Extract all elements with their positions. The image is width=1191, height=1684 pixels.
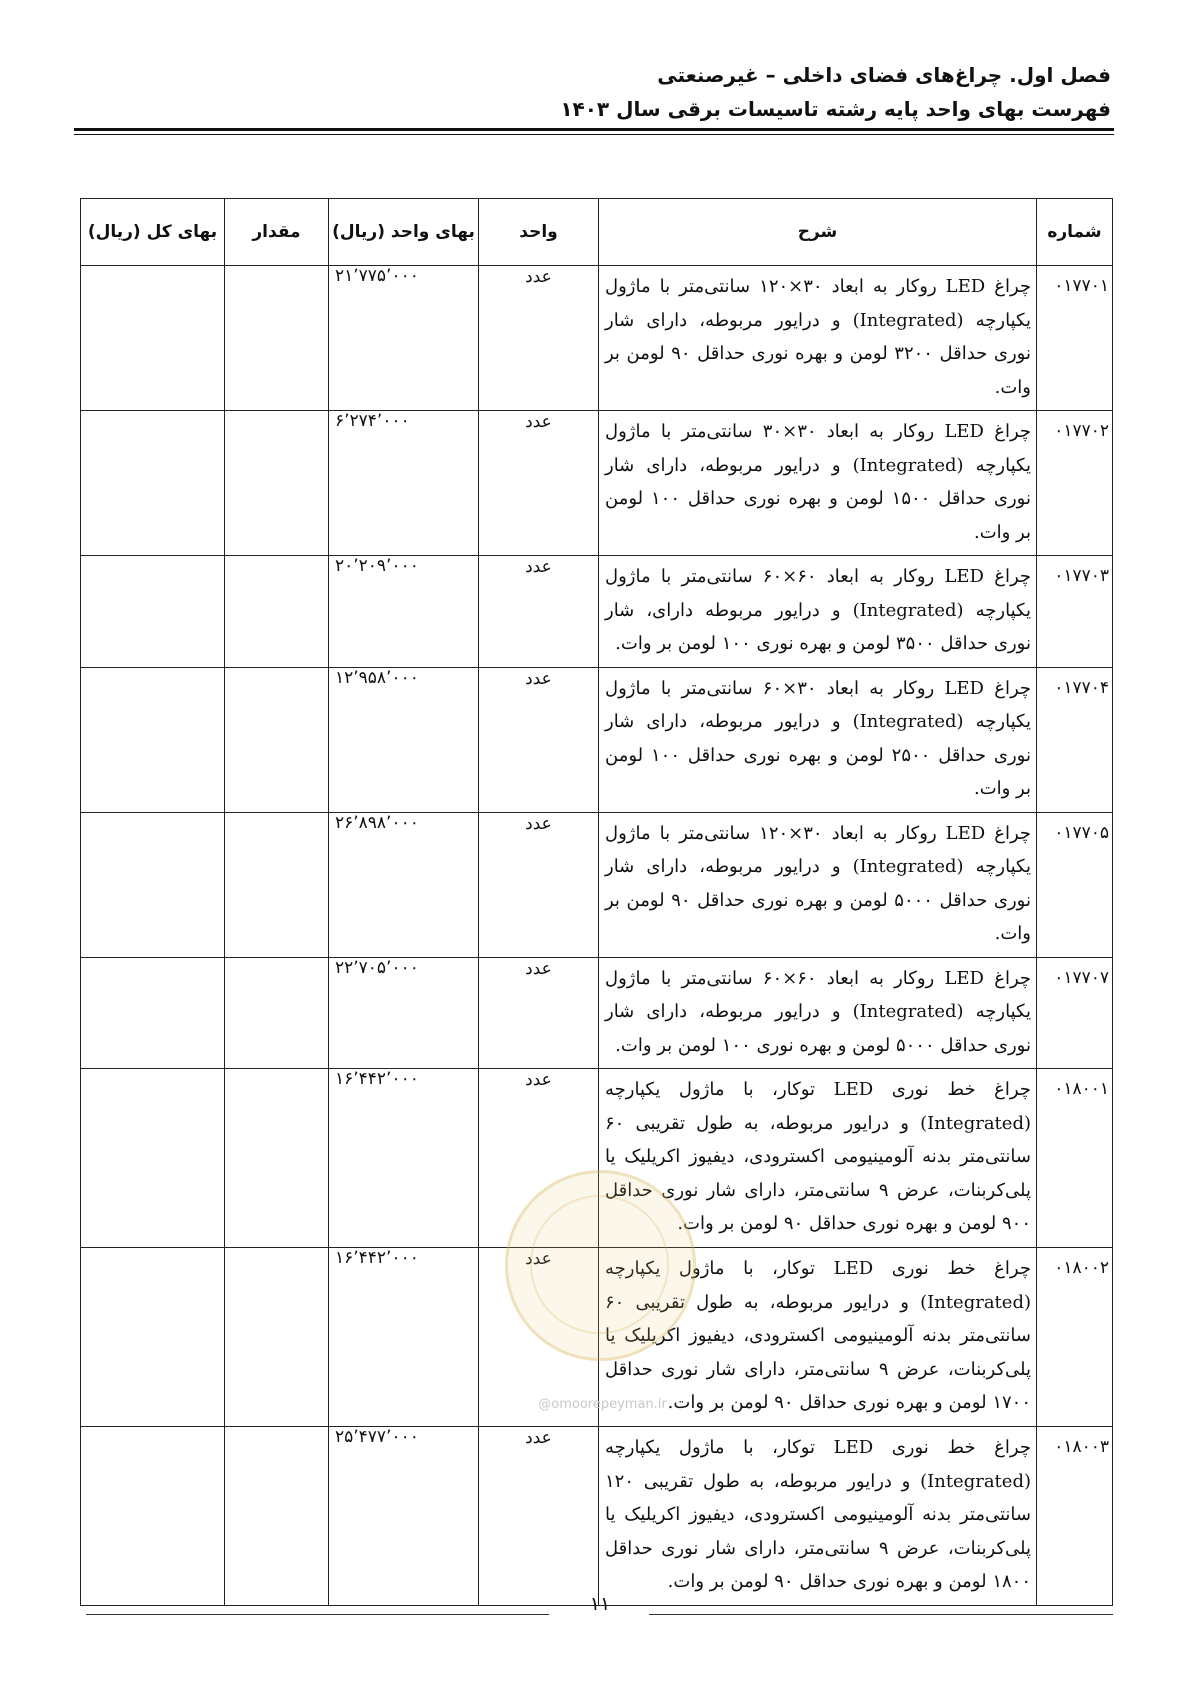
item-total-price: [81, 812, 225, 957]
seal-logo-icon: [505, 1170, 696, 1361]
item-unit: عدد: [479, 957, 599, 1069]
item-unit: عدد: [479, 1427, 599, 1606]
table-header-row: [81, 199, 1113, 266]
item-unit-price: ۲۵٬۴۷۷٬۰۰۰: [329, 1427, 479, 1606]
item-description: چراغ LED روکار به ابعاد ۳۰×۶۰ سانتی‌متر با ماژول یکپارچه (Integrated) و درایور مربوطه، دارای شار نوری حداقل ۲۵۰۰ لومن و بهره نوری حداقل ۱۰۰ لومن بر وات.: [599, 667, 1037, 812]
footer-rule-left: [86, 1614, 549, 1615]
item-unit: عدد: [479, 1248, 599, 1427]
item-number: ۰۱۷۷۰۵: [1037, 812, 1113, 957]
item-unit: عدد: [479, 556, 599, 668]
item-unit: عدد: [479, 1069, 599, 1248]
item-quantity: [225, 266, 329, 411]
item-description: چراغ خط نوری LED توکار، با ماژول یکپارچه (Integrated) و درایور مربوطه، به طول تقریبی ۶۰ سانتی‌متر بدنه آلومینیومی اکسترودی، دیفیوز اکریلیک یا پلی‌کربنات، عرض ۹ سانتی‌متر، دارای شار نوری حداقل ۹۰۰ لومن و بهره نوری حداقل ۹۰ لومن بر وات.: [599, 1069, 1037, 1248]
item-quantity: [225, 1069, 329, 1248]
item-description: چراغ LED روکار به ابعاد ۳۰×۱۲۰ سانتی‌متر با ماژول یکپارچه (Integrated) و درایور مربوطه، دارای شار نوری حداقل ۳۲۰۰ لومن و بهره نوری حداقل ۹۰ لومن بر وات.: [599, 266, 1037, 411]
table-row: [81, 556, 1113, 668]
document-title: فهرست بهای واحد پایه رشته تاسیسات برقی سال ۱۴۰۳: [560, 97, 1111, 121]
item-description: چراغ LED روکار به ابعاد ۳۰×۳۰ سانتی‌متر با ماژول یکپارچه (Integrated) و درایور مربوطه، دارای شار نوری حداقل ۱۵۰۰ لومن و بهره نوری حداقل ۱۰۰ لومن بر وات.: [599, 411, 1037, 556]
item-description: چراغ LED روکار به ابعاد ۳۰×۱۲۰ سانتی‌متر با ماژول یکپارچه (Integrated) و درایور مربوطه، دارای شار نوری حداقل ۵۰۰۰ لومن و بهره نوری حداقل ۹۰ لومن بر وات.: [599, 812, 1037, 957]
price-list-table: [80, 198, 1113, 1606]
item-description: چراغ LED روکار به ابعاد ۶۰×۶۰ سانتی‌متر با ماژول یکپارچه (Integrated) و درایور مربوطه، دارای شار نوری حداقل ۵۰۰۰ لومن و بهره نوری ۱۰۰ لومن بر وات.: [599, 957, 1037, 1069]
column-header-quantity: مقدار: [225, 199, 329, 266]
item-quantity: [225, 957, 329, 1069]
footer-rule-right: [649, 1614, 1113, 1615]
item-number: ۰۱۸۰۰۲: [1037, 1248, 1113, 1427]
item-unit-price: ۶٬۲۷۴٬۰۰۰: [329, 411, 479, 556]
item-total-price: [81, 1427, 225, 1606]
item-unit-price: ۲۰٬۲۰۹٬۰۰۰: [329, 556, 479, 668]
table-row: [81, 957, 1113, 1069]
item-unit-price: ۱۶٬۴۴۲٬۰۰۰: [329, 1069, 479, 1248]
item-description: چراغ خط نوری LED توکار، با ماژول یکپارچه (Integrated) و درایور مربوطه، به طول تقریبی ۶۰ سانتی‌متر بدنه آلومینیومی اکسترودی، دیفیوز اکریلیک یا پلی‌کربنات، عرض ۹ سانتی‌متر، دارای شار نوری حداقل ۱۷۰۰ لومن و بهره نوری حداقل ۹۰ لومن بر وات.: [599, 1248, 1037, 1427]
item-total-price: [81, 266, 225, 411]
item-total-price: [81, 667, 225, 812]
item-unit: عدد: [479, 411, 599, 556]
item-total-price: [81, 411, 225, 556]
item-number: ۰۱۷۷۰۷: [1037, 957, 1113, 1069]
item-total-price: [81, 556, 225, 668]
table-row: [81, 667, 1113, 812]
item-total-price: [81, 1248, 225, 1427]
header-divider-thick: [74, 128, 1114, 131]
column-header-unit-price: بهای واحد (ریال): [329, 199, 479, 266]
table-row: [81, 812, 1113, 957]
header-divider-thin: [74, 134, 1114, 135]
item-quantity: [225, 411, 329, 556]
item-quantity: [225, 667, 329, 812]
table-row: [81, 411, 1113, 556]
item-number: ۰۱۸۰۰۱: [1037, 1069, 1113, 1248]
page-header: [80, 58, 1111, 126]
item-unit-price: ۲۲٬۷۰۵٬۰۰۰: [329, 957, 479, 1069]
column-header-number: شماره: [1037, 199, 1113, 266]
item-unit: عدد: [479, 266, 599, 411]
item-number: ۰۱۷۷۰۱: [1037, 266, 1113, 411]
item-description: چراغ LED روکار به ابعاد ۶۰×۶۰ سانتی‌متر با ماژول یکپارچه (Integrated) و درایور مربوطه دارای، شار نوری حداقل ۳۵۰۰ لومن و بهره نوری ۱۰۰ لومن بر وات.: [599, 556, 1037, 668]
column-header-total-price: بهای کل (ریال): [81, 199, 225, 266]
column-header-description: شرح: [599, 199, 1037, 266]
item-number: ۰۱۷۷۰۲: [1037, 411, 1113, 556]
item-unit-price: ۱۶٬۴۴۲٬۰۰۰: [329, 1248, 479, 1427]
column-header-unit: واحد: [479, 199, 599, 266]
page-number: ۱۱: [589, 1593, 611, 1615]
item-total-price: [81, 1069, 225, 1248]
item-quantity: [225, 812, 329, 957]
item-total-price: [81, 957, 225, 1069]
table-row: [81, 266, 1113, 411]
item-unit-price: ۱۲٬۹۵۸٬۰۰۰: [329, 667, 479, 812]
item-number: ۰۱۸۰۰۳: [1037, 1427, 1113, 1606]
item-description: چراغ خط نوری LED توکار، با ماژول یکپارچه (Integrated) و درایور مربوطه، به طول تقریبی ۱۲۰ سانتی‌متر بدنه آلومینیومی اکسترودی، دیفیوز اکریلیک یا پلی‌کربنات، عرض ۹ سانتی‌متر، دارای شار نوری حداقل ۱۸۰۰ لومن و بهره نوری حداقل ۹۰ لومن بر وات.: [599, 1427, 1037, 1606]
item-unit-price: ۲۱٬۷۷۵٬۰۰۰: [329, 266, 479, 411]
item-unit: عدد: [479, 667, 599, 812]
table-row: [81, 1427, 1113, 1606]
watermark-text: @omoorepeyman.ir: [538, 1397, 667, 1412]
item-number: ۰۱۷۷۰۳: [1037, 556, 1113, 668]
item-unit-price: ۲۶٬۸۹۸٬۰۰۰: [329, 812, 479, 957]
chapter-title: فصل اول. چراغ‌های فضای داخلی – غیرصنعتی: [657, 63, 1111, 87]
item-quantity: [225, 556, 329, 668]
item-quantity: [225, 1248, 329, 1427]
item-unit: عدد: [479, 812, 599, 957]
item-quantity: [225, 1427, 329, 1606]
item-number: ۰۱۷۷۰۴: [1037, 667, 1113, 812]
